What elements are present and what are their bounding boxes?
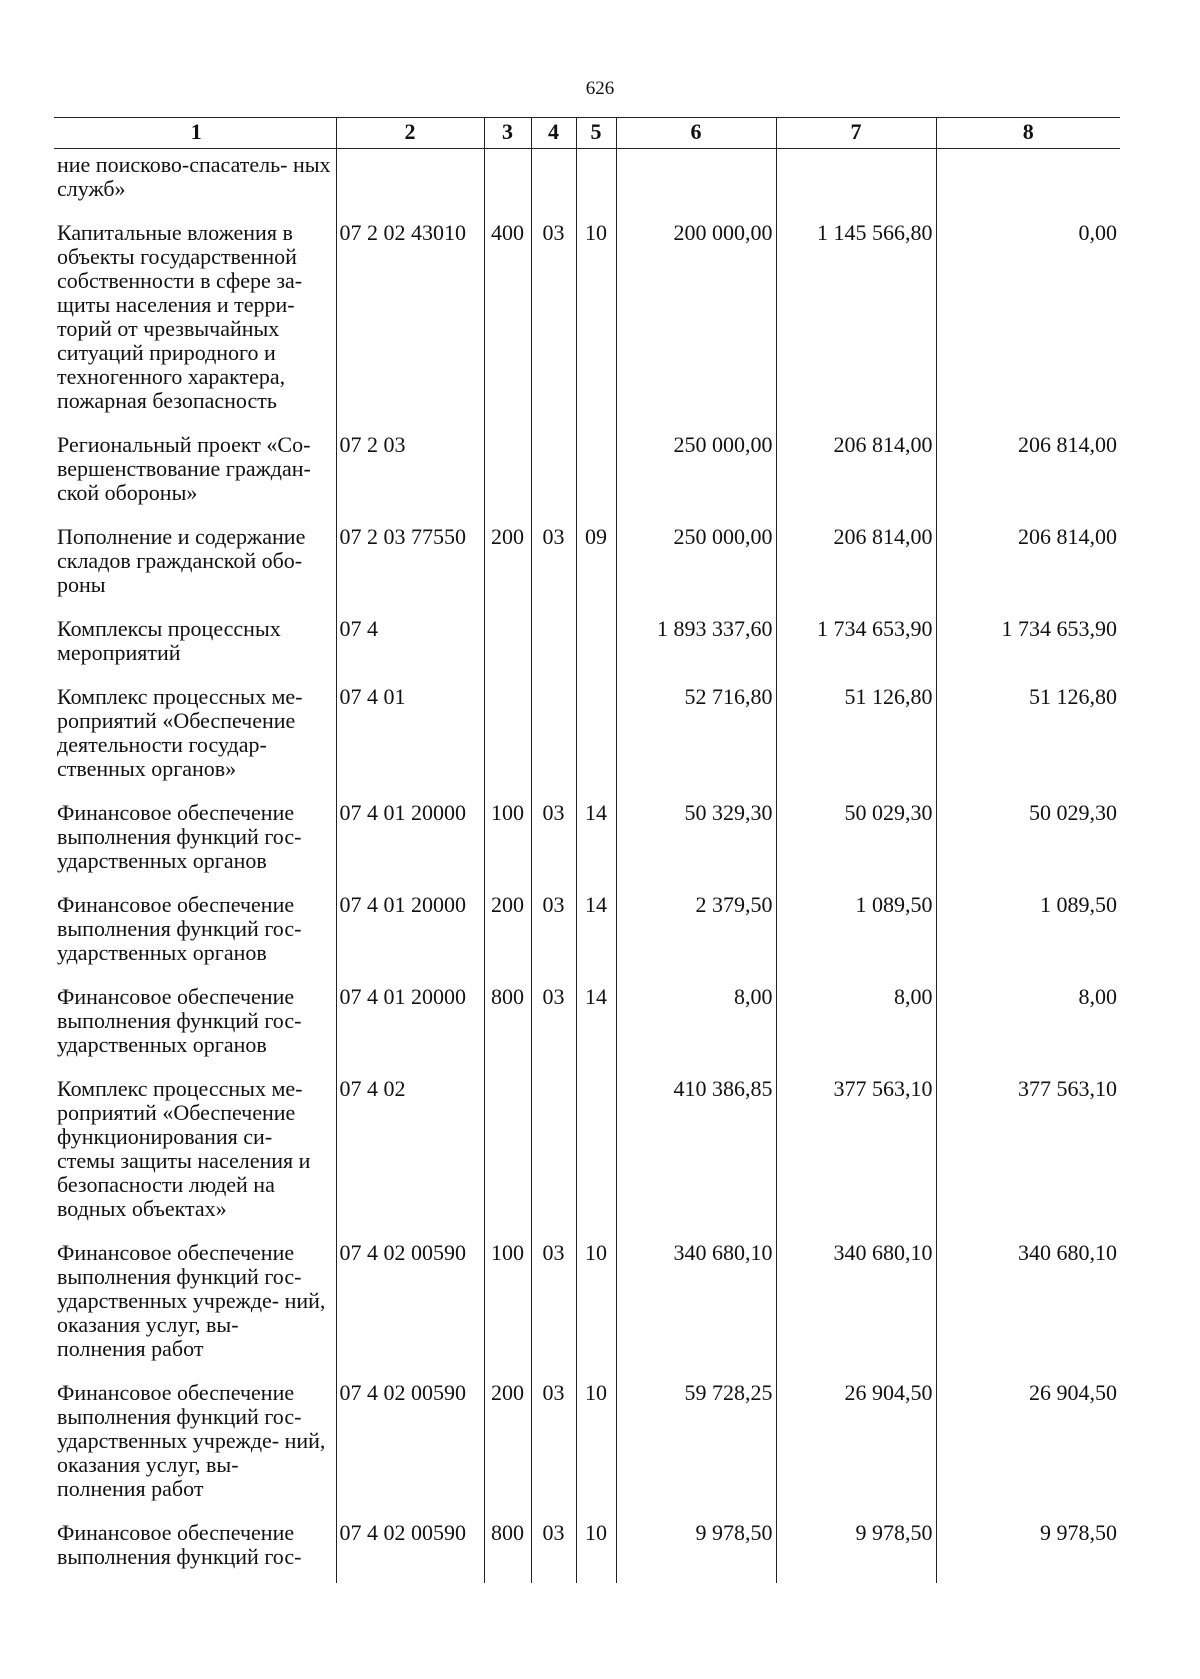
row-col3-cell: 200 — [484, 1377, 531, 1517]
row-col6-value: 200 000,00 — [616, 217, 776, 429]
row-col7-value: 206 814,00 — [776, 521, 936, 613]
budget-table-container — [54, 117, 1120, 1583]
row-col4-cell: 03 — [531, 981, 576, 1073]
row-col6-value: 9 978,50 — [616, 1517, 776, 1583]
row-col4-cell: 03 — [531, 797, 576, 889]
row-name-cell: Финансовое обеспечение выполнения функций гос- ударственных учрежде- ний, оказания услуг, вы- полнения работ — [57, 1380, 326, 1501]
row-col3-cell: 200 — [484, 521, 531, 613]
row-col4-cell: 03 — [531, 1237, 576, 1377]
row-col8-value: 206 814,00 — [936, 429, 1120, 521]
column-header: 3 — [484, 118, 531, 149]
row-col5-cell: 10 — [576, 217, 616, 429]
row-code-cell: 07 2 03 77550 — [336, 521, 484, 613]
table-row — [54, 1073, 1120, 1237]
row-code-cell: 07 4 02 00590 — [336, 1237, 484, 1377]
table-row — [54, 681, 1120, 797]
row-col7-value: 8,00 — [776, 981, 936, 1073]
row-col5-cell: 10 — [576, 1377, 616, 1517]
row-col6-value — [616, 149, 776, 218]
row-col7-value — [776, 149, 936, 218]
row-col5-cell: 14 — [576, 889, 616, 981]
column-header: 8 — [936, 118, 1120, 149]
row-col3-cell — [484, 1073, 531, 1237]
column-header: 5 — [576, 118, 616, 149]
row-code-cell: 07 4 01 20000 — [336, 889, 484, 981]
row-code-cell: 07 2 03 — [336, 429, 484, 521]
row-col8-value: 1 089,50 — [936, 889, 1120, 981]
row-col5-cell — [576, 613, 616, 681]
column-header: 6 — [616, 118, 776, 149]
row-col6-value: 8,00 — [616, 981, 776, 1073]
row-col4-cell — [531, 1073, 576, 1237]
row-col8-value: 26 904,50 — [936, 1377, 1120, 1517]
row-col4-cell: 03 — [531, 1517, 576, 1583]
row-name-cell: Финансовое обеспечение выполнения функций гос- ударственных учрежде- ний, оказания услуг, вы- полнения работ — [57, 1240, 326, 1361]
row-code-cell: 07 2 02 43010 — [336, 217, 484, 429]
row-col8-value: 340 680,10 — [936, 1237, 1120, 1377]
row-col4-cell — [531, 429, 576, 521]
row-col4-cell: 03 — [531, 217, 576, 429]
row-col6-value: 410 386,85 — [616, 1073, 776, 1237]
row-col5-cell — [576, 429, 616, 521]
row-col7-value: 1 145 566,80 — [776, 217, 936, 429]
row-code-cell: 07 4 02 — [336, 1073, 484, 1237]
row-col8-value: 51 126,80 — [936, 681, 1120, 797]
row-col5-cell: 10 — [576, 1517, 616, 1583]
row-col7-value: 206 814,00 — [776, 429, 936, 521]
row-col4-cell — [531, 613, 576, 681]
row-col8-value: 377 563,10 — [936, 1073, 1120, 1237]
row-col4-cell — [531, 149, 576, 218]
row-col8-value: 1 734 653,90 — [936, 613, 1120, 681]
row-name-cell: Финансовое обеспечение выполнения функций гос- ударственных органов — [57, 800, 302, 873]
column-header: 1 — [54, 118, 336, 149]
row-col5-cell — [576, 149, 616, 218]
row-name-cell: Комплекс процессных ме- роприятий «Обеспечение функционирования си- стемы защиты населения и безопасности людей на водных объектах» — [57, 1076, 311, 1221]
row-col5-cell — [576, 681, 616, 797]
row-code-cell: 07 4 02 00590 — [336, 1377, 484, 1517]
row-col4-cell: 03 — [531, 521, 576, 613]
row-col6-value: 250 000,00 — [616, 429, 776, 521]
row-col8-value: 0,00 — [936, 217, 1120, 429]
table-row — [54, 217, 1120, 429]
column-header: 4 — [531, 118, 576, 149]
row-col6-value: 59 728,25 — [616, 1377, 776, 1517]
row-code-cell: 07 4 01 20000 — [336, 797, 484, 889]
row-col8-value: 206 814,00 — [936, 521, 1120, 613]
row-name-cell: Финансовое обеспечение выполнения функций гос- ударственных органов — [57, 984, 302, 1057]
row-col6-value: 2 379,50 — [616, 889, 776, 981]
table-row — [54, 889, 1120, 981]
row-col8-value: 50 029,30 — [936, 797, 1120, 889]
row-name-cell: Пополнение и содержание складов гражданской обо- роны — [57, 524, 306, 597]
row-col7-value: 9 978,50 — [776, 1517, 936, 1583]
table-row — [54, 1377, 1120, 1517]
row-col4-cell: 03 — [531, 889, 576, 981]
row-col3-cell: 200 — [484, 889, 531, 981]
row-col4-cell: 03 — [531, 1377, 576, 1517]
row-col5-cell: 09 — [576, 521, 616, 613]
table-row — [54, 521, 1120, 613]
row-col7-value: 1 089,50 — [776, 889, 936, 981]
row-col3-cell — [484, 429, 531, 521]
column-header: 2 — [336, 118, 484, 149]
row-name-cell: Капитальные вложения в объекты государственной собственности в сфере за- щиты населения и терри- торий от чрезвычайных ситуаций природного и техногенного характера, пожарная безопасность — [57, 220, 303, 413]
row-col5-cell: 14 — [576, 797, 616, 889]
row-name-cell: Региональный проект «Со- вершенствование граждан- ской обороны» — [57, 432, 311, 505]
row-col3-cell: 400 — [484, 217, 531, 429]
table-row — [54, 613, 1120, 681]
row-code-cell: 07 4 01 20000 — [336, 981, 484, 1073]
row-col7-value: 51 126,80 — [776, 681, 936, 797]
row-col3-cell: 800 — [484, 981, 531, 1073]
row-col3-cell — [484, 613, 531, 681]
row-col7-value: 50 029,30 — [776, 797, 936, 889]
table-row — [54, 981, 1120, 1073]
row-col6-value: 250 000,00 — [616, 521, 776, 613]
row-col5-cell: 10 — [576, 1237, 616, 1377]
row-col6-value: 340 680,10 — [616, 1237, 776, 1377]
row-name-cell: Финансовое обеспечение выполнения функций гос- ударственных органов — [57, 892, 302, 965]
row-code-cell: 07 4 01 — [336, 681, 484, 797]
row-col5-cell — [576, 1073, 616, 1237]
table-row — [54, 797, 1120, 889]
row-col4-cell — [531, 681, 576, 797]
row-col7-value: 377 563,10 — [776, 1073, 936, 1237]
row-col7-value: 1 734 653,90 — [776, 613, 936, 681]
row-col7-value: 340 680,10 — [776, 1237, 936, 1377]
row-name-cell: Комплекс процессных ме- роприятий «Обеспечение деятельности государ- ственных органов» — [57, 684, 303, 781]
row-name-cell: ние поисково-спасатель- ных служб» — [57, 152, 331, 201]
row-col3-cell: 800 — [484, 1517, 531, 1583]
header-row — [54, 118, 1120, 149]
row-name-cell: Финансовое обеспечение выполнения функций гос- — [57, 1520, 302, 1569]
row-col6-value: 1 893 337,60 — [616, 613, 776, 681]
row-col8-value — [936, 149, 1120, 218]
row-name-cell: Комплексы процессных мероприятий — [57, 616, 281, 665]
table-body — [54, 149, 1120, 1584]
row-col3-cell: 100 — [484, 797, 531, 889]
column-header: 7 — [776, 118, 936, 149]
table-row — [54, 1237, 1120, 1377]
table-row — [54, 149, 1120, 218]
row-col8-value: 9 978,50 — [936, 1517, 1120, 1583]
row-col5-cell: 14 — [576, 981, 616, 1073]
row-col3-cell — [484, 681, 531, 797]
row-col6-value: 50 329,30 — [616, 797, 776, 889]
row-col7-value: 26 904,50 — [776, 1377, 936, 1517]
table-row — [54, 1517, 1120, 1583]
row-code-cell — [336, 149, 484, 218]
budget-table — [54, 117, 1120, 1583]
page-number: 626 — [585, 78, 615, 99]
row-code-cell: 07 4 02 00590 — [336, 1517, 484, 1583]
row-col6-value: 52 716,80 — [616, 681, 776, 797]
row-col3-cell: 100 — [484, 1237, 531, 1377]
row-col3-cell — [484, 149, 531, 218]
row-col8-value: 8,00 — [936, 981, 1120, 1073]
row-code-cell: 07 4 — [336, 613, 484, 681]
table-row — [54, 429, 1120, 521]
